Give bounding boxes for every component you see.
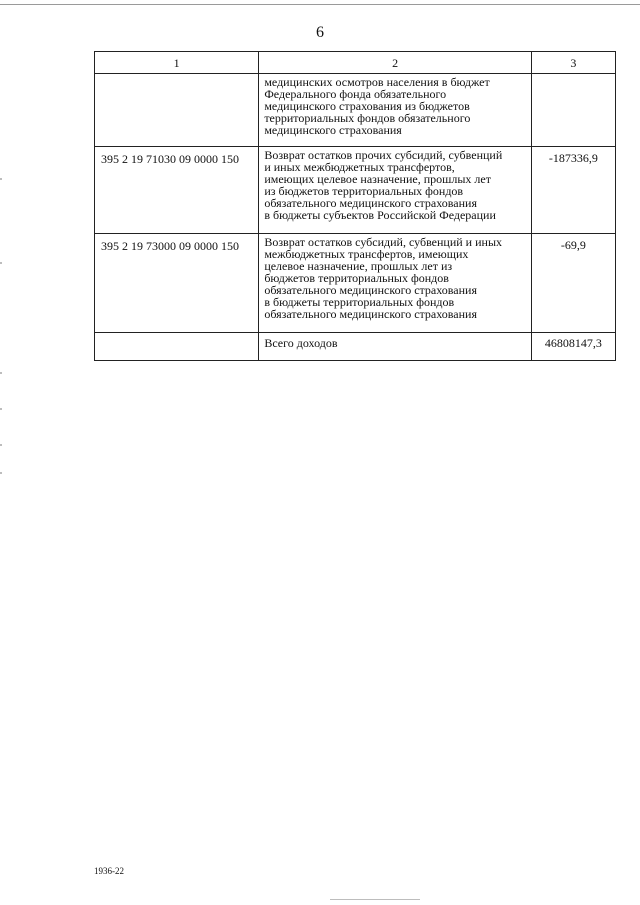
margin-mark (0, 472, 2, 474)
margin-mark (0, 444, 2, 446)
description-line: имеющих целевое назначение, прошлых лет (264, 172, 491, 186)
description-line: медицинских осмотров населения в бюджет (264, 75, 490, 89)
description-line: территориальных фондов обязательного (264, 111, 471, 125)
row-amount: -187336,9 (531, 147, 615, 234)
document-code: 1936-22 (94, 866, 124, 876)
description-line: из бюджетов территориальных фондов (264, 184, 464, 198)
page-number: 6 (316, 24, 324, 41)
margin-mark (0, 178, 2, 180)
total-amount: 46808147,3 (531, 333, 615, 361)
row-description (259, 74, 532, 147)
table-row (95, 74, 616, 147)
row-amount: -69,9 (531, 234, 615, 333)
row-code: 395 2 19 71030 09 0000 150 (95, 147, 259, 234)
description-line: Возврат остатков субсидий, субвенций и иных (264, 235, 503, 249)
row-description (259, 147, 532, 234)
description-line: в бюджеты субъектов Российской Федерации (264, 208, 496, 222)
total-label: Всего доходов (259, 333, 532, 361)
column-header-3: 3 (531, 52, 615, 74)
table-row (95, 234, 616, 333)
bottom-edge-line (330, 899, 420, 900)
row-code (95, 74, 259, 147)
description-line: обязательного медицинского страхования (264, 196, 477, 210)
row-code: 395 2 19 73000 09 0000 150 (95, 234, 259, 333)
description-line: целевое назначение, прошлых лет из (264, 259, 453, 273)
revenue-table (94, 51, 616, 361)
description-line: Возврат остатков прочих субсидий, субвенций (264, 148, 503, 162)
column-header-1: 1 (95, 52, 259, 74)
description-line: бюджетов территориальных фондов (264, 271, 449, 285)
total-code-cell (95, 333, 259, 361)
description-line: Федерального фонда обязательного (264, 87, 447, 101)
description-line: медицинского страхования из бюджетов (264, 99, 470, 113)
description-line: и иных межбюджетных трансфертов, (264, 160, 455, 174)
table-header-row (95, 52, 616, 74)
description-line: в бюджеты территориальных фондов (264, 295, 455, 309)
total-row (95, 333, 616, 361)
column-header-2: 2 (259, 52, 532, 74)
description-line: межбюджетных трансфертов, имеющих (264, 247, 469, 261)
description-line: обязательного медицинского страхования (264, 283, 477, 297)
description-line: медицинского страхования (264, 123, 402, 137)
row-amount (531, 74, 615, 147)
row-description (259, 234, 532, 333)
margin-mark (0, 408, 2, 410)
margin-mark (0, 262, 2, 264)
margin-mark (0, 372, 2, 374)
description-line: обязательного медицинского страхования (264, 307, 477, 321)
top-edge-line (0, 4, 640, 5)
table-row (95, 147, 616, 234)
